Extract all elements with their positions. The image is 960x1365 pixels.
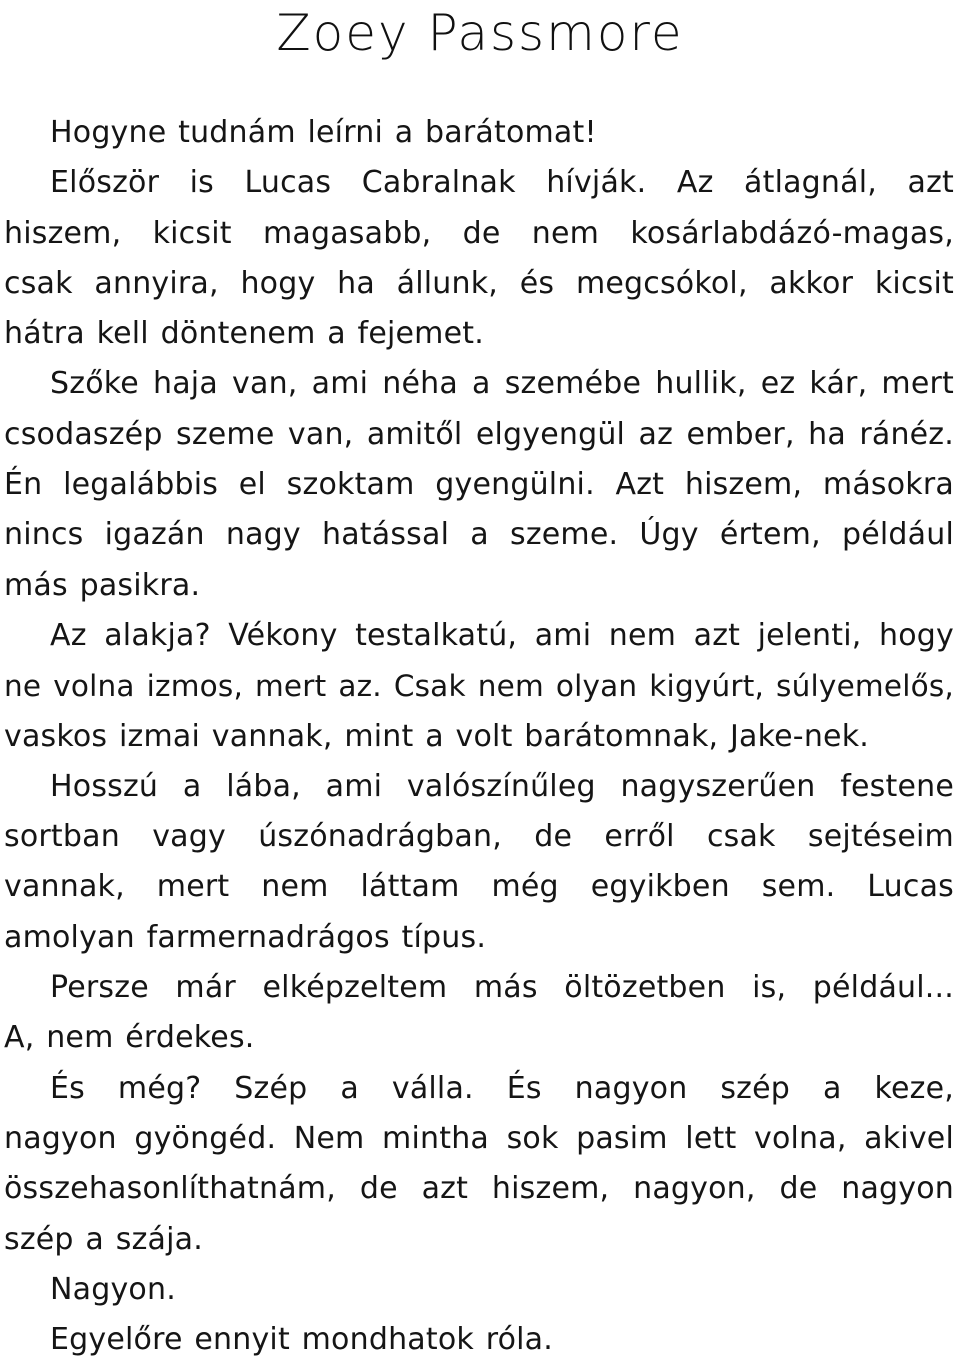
text-line: A, nem érdekes. xyxy=(4,1020,255,1056)
text-line: más pasikra. xyxy=(4,567,201,603)
text-line: vannak, mert nem láttam még egyikben sem. Lucas xyxy=(4,869,954,905)
text-line: És még? Szép a válla. És nagyon szép a keze, xyxy=(50,1070,954,1106)
text-line: amolyan farmernadrágos típus. xyxy=(4,919,487,955)
text-line: csak annyira, hogy ha állunk, és megcsókol, akkor kicsit xyxy=(4,265,954,301)
text-line: szép a szája. xyxy=(4,1221,203,1257)
text-line: csodaszép szeme van, amitől elgyengül az ember, ha ránéz. xyxy=(4,416,954,452)
text-line: Először is Lucas Cabralnak hívják. Az átlagnál, azt xyxy=(50,165,954,201)
document-body xyxy=(4,108,954,1365)
text-line: Hogyne tudnám leírni a barátomat! xyxy=(50,115,597,150)
text-line: hiszem, kicsit magasabb, de nem kosárlabdázó-magas, xyxy=(4,215,954,251)
text-line: Szőke haja van, ami néha a szemébe hullik, ez kár, mert xyxy=(50,366,954,402)
text-line: vaskos izmai vannak, mint a volt barátomnak, Jake-nek. xyxy=(4,718,870,754)
text-line: sortban vagy úszónadrágban, de erről csak sejtéseim xyxy=(4,819,954,855)
text-line: Én legalábbis el szoktam gyengülni. Azt hiszem, másokra xyxy=(4,467,954,503)
text-line: nincs igazán nagy hatással a szeme. Úgy értem, például xyxy=(4,517,954,553)
text-line: Nagyon. xyxy=(50,1271,176,1307)
text-line: Persze már elképzeltem más öltözetben is, például... xyxy=(50,970,954,1006)
text-line: összehasonlíthatnám, de azt hiszem, nagyon, de nagyon xyxy=(4,1171,954,1207)
text-line: nagyon gyöngéd. Nem mintha sok pasim lett volna, akivel xyxy=(4,1120,954,1156)
text-line: Egyelőre ennyit mondhatok róla. xyxy=(50,1322,553,1358)
document-title: Zoey Passmore xyxy=(276,4,684,62)
text-line: Hosszú a lába, ami valószínűleg nagyszerűen festene xyxy=(50,768,954,804)
text-line: Az alakja? Vékony testalkatú, ami nem azt jelenti, hogy xyxy=(50,617,954,653)
text-line: hátra kell döntenem a fejemet. xyxy=(4,316,484,352)
text-line: ne volna izmos, mert az. Csak nem olyan kigyúrt, súlyemelős, xyxy=(4,669,954,704)
